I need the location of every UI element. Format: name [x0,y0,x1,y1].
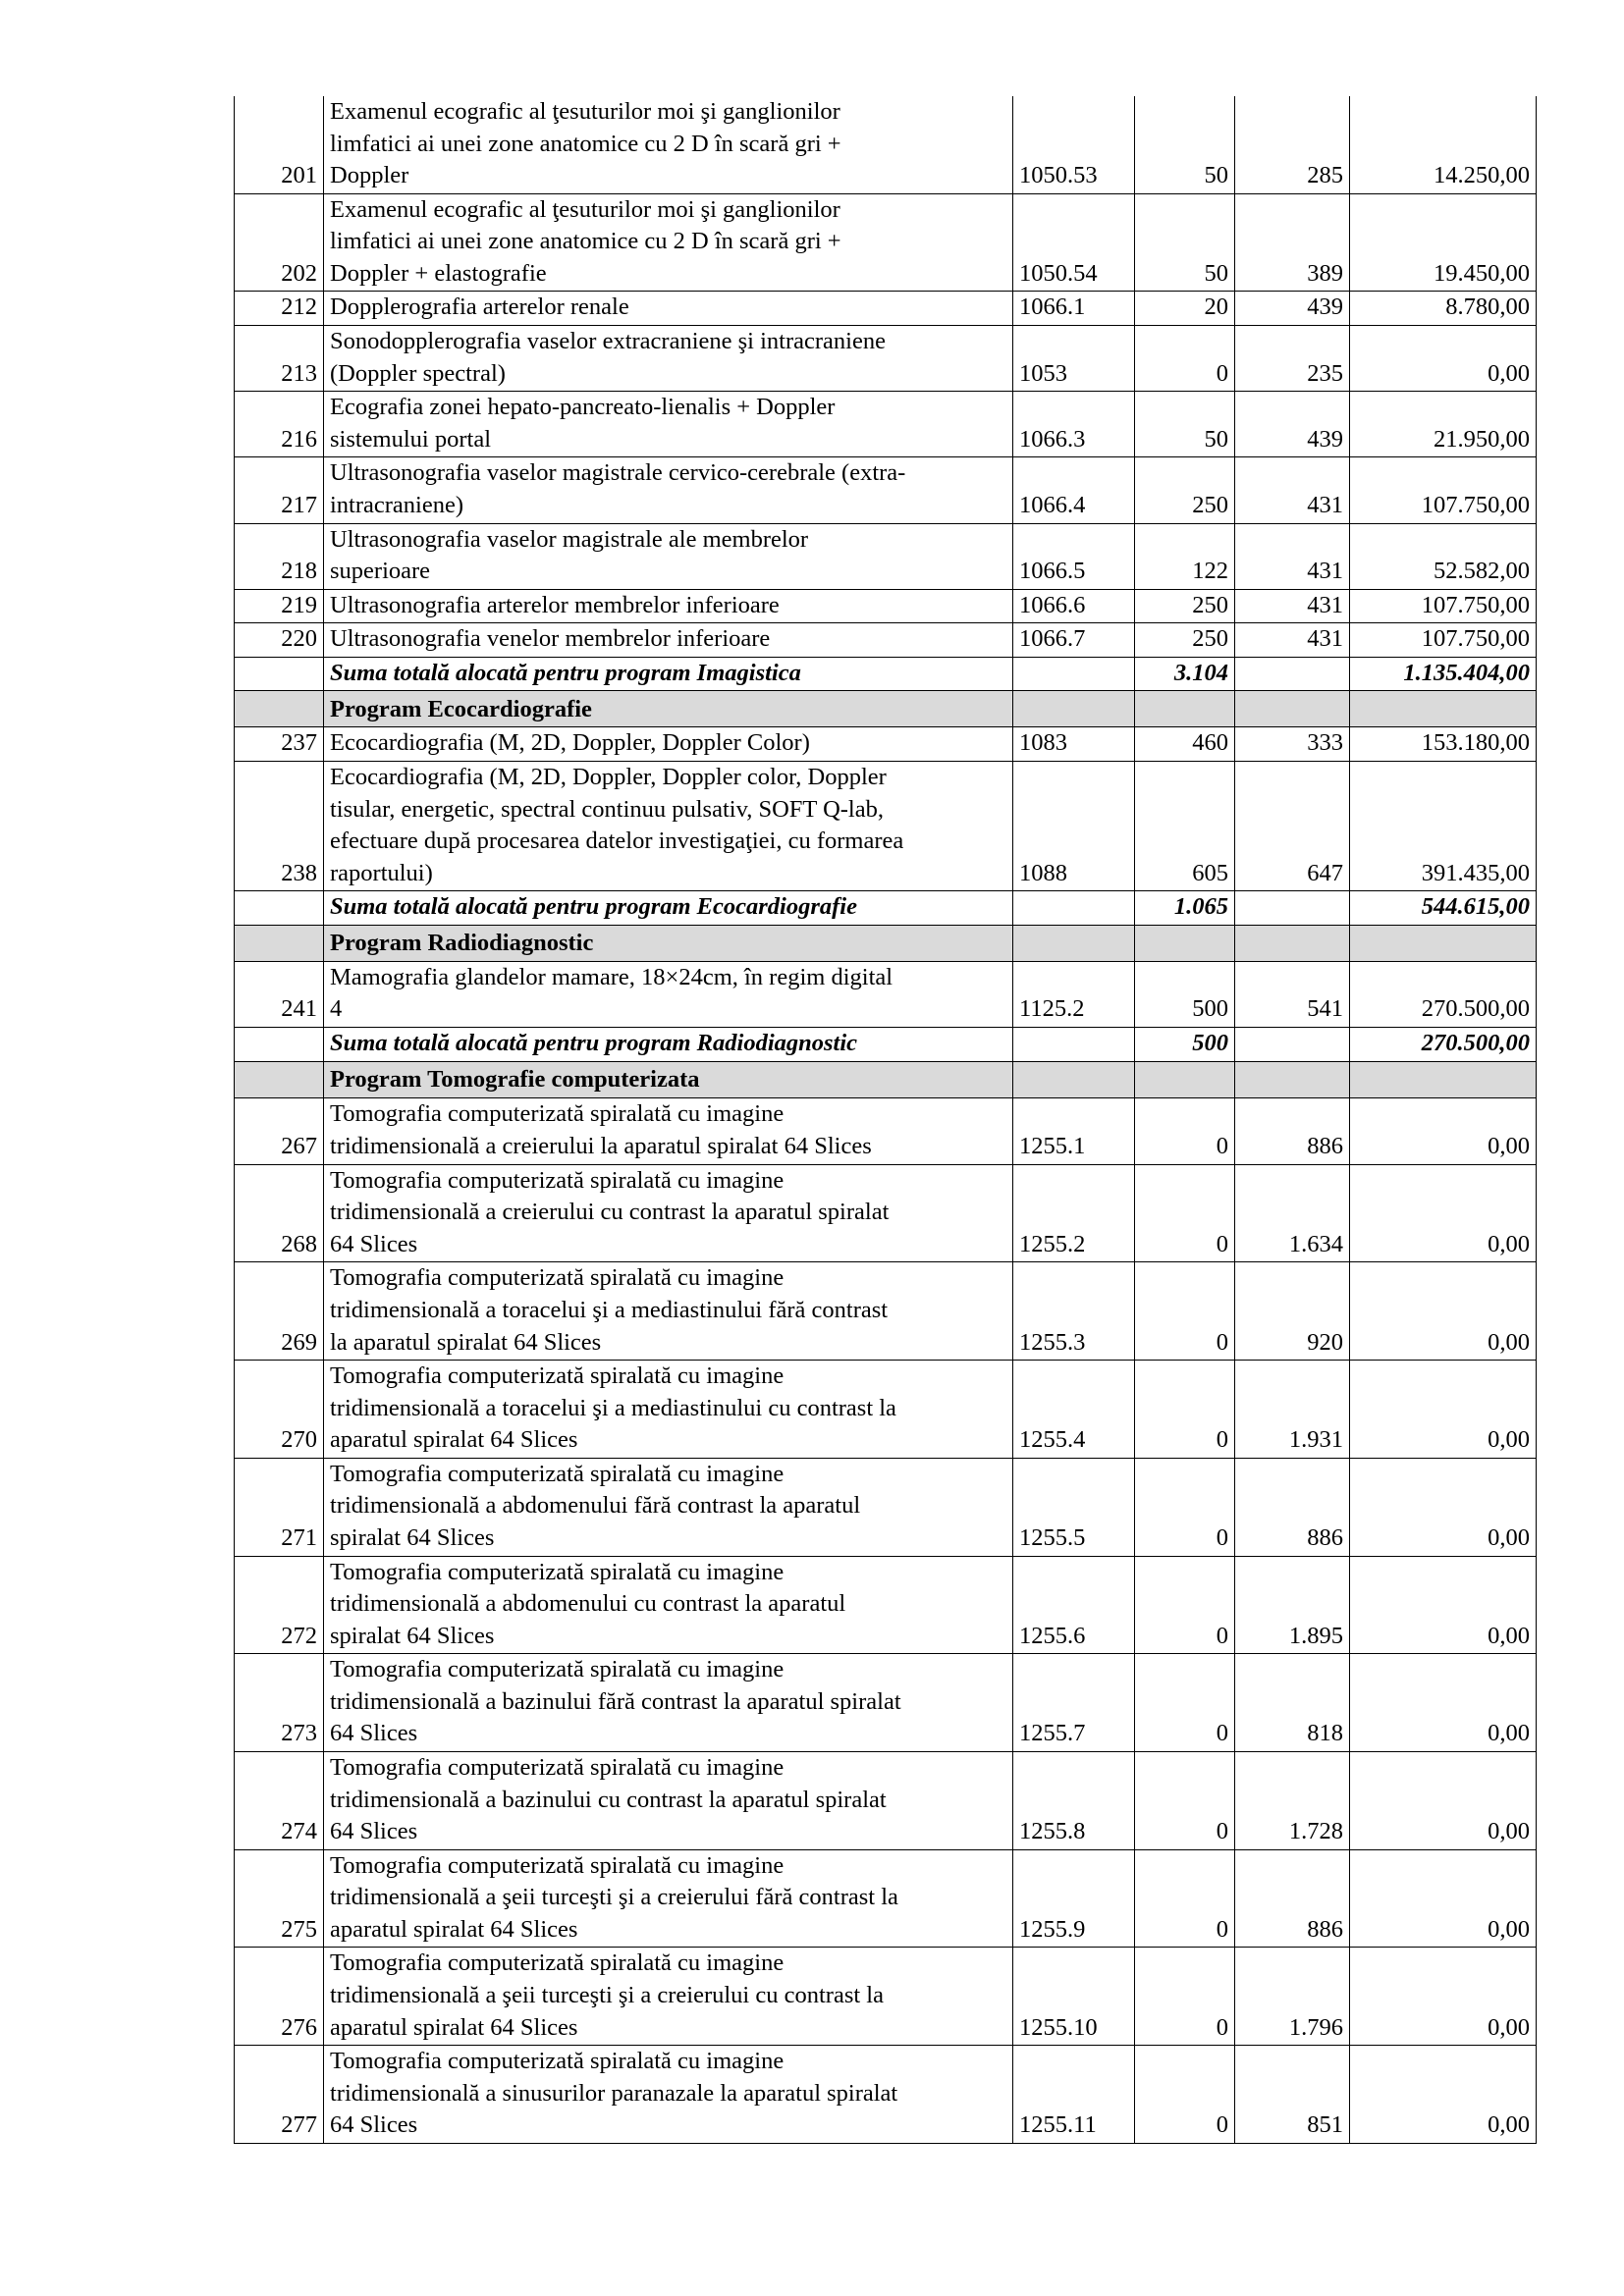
table-row [235,1164,1537,1262]
sum: 153.180,00 [1350,727,1537,762]
sum: 0,00 [1350,2046,1537,2144]
unit-price: 431 [1235,623,1350,658]
description-line: 4 [330,995,343,1023]
table-row [235,326,1537,392]
empty-cell [1135,925,1235,961]
empty-cell [1235,891,1350,926]
sum: 0,00 [1350,1458,1537,1556]
empty-cell [1350,925,1537,961]
service-code: 1083 [1013,727,1135,762]
quantity: 500 [1135,961,1235,1027]
service-description [324,961,1013,1027]
description-line: Ecocardiografia (M, 2D, Doppler, Doppler Color) [330,729,810,757]
service-code: 1255.11 [1013,2046,1135,2144]
total-label: Suma totală alocată pentru program Radiodiagnostic [324,1028,1013,1062]
row-number: 238 [235,761,324,890]
empty-cell [1013,891,1135,926]
row-number: 271 [235,1458,324,1556]
unit-price: 439 [1235,292,1350,326]
row-number: 268 [235,1164,324,1262]
service-description [324,589,1013,623]
service-code: 1088 [1013,761,1135,890]
quantity: 0 [1135,1262,1235,1361]
sum: 0,00 [1350,1556,1537,1654]
quantity: 0 [1135,1458,1235,1556]
sum: 107.750,00 [1350,623,1537,658]
quantity: 250 [1135,457,1235,523]
row-number: 276 [235,1948,324,2046]
program-allocation-table [234,96,1537,2144]
empty-cell [1235,657,1350,691]
service-code: 1066.1 [1013,292,1135,326]
empty-cell [235,657,324,691]
description-line: aparatul spiralat 64 Slices [330,2013,578,2041]
table-row [235,193,1537,292]
description-line: Doppler [330,162,409,189]
row-number: 269 [235,1262,324,1361]
row-number: 270 [235,1361,324,1459]
table-row [235,623,1537,658]
table-row [235,1458,1537,1556]
empty-cell [1013,1028,1135,1062]
service-code: 1053 [1013,326,1135,392]
unit-price: 886 [1235,1849,1350,1948]
unit-price: 541 [1235,961,1350,1027]
table-row [235,523,1537,589]
service-description [324,96,1013,193]
description-line: 64 Slices [330,1230,418,1257]
description-line: 64 Slices [330,1720,418,1747]
service-description [324,1458,1013,1556]
description-line: limfatici ai unei zone anatomice cu 2 D în scară gri + [330,228,841,255]
description-line: limfatici ai unei zone anatomice cu 2 D în scară gri + [330,130,841,157]
quantity: 0 [1135,2046,1235,2144]
description-line: Tomografia computerizată spiralată cu imagine [330,1754,785,1782]
unit-price: 818 [1235,1654,1350,1752]
service-description [324,727,1013,762]
row-number: 216 [235,392,324,457]
service-code: 1255.8 [1013,1752,1135,1850]
description-line: 64 Slices [330,1818,418,1845]
empty-cell [1013,691,1135,727]
description-line: Ultrasonografia arterelor membrelor inferioare [330,591,780,618]
service-description [324,292,1013,326]
sum: 19.450,00 [1350,193,1537,292]
sum: 0,00 [1350,1948,1537,2046]
service-description [324,623,1013,658]
unit-price: 886 [1235,1097,1350,1164]
unit-price: 647 [1235,761,1350,890]
empty-cell [1350,1061,1537,1097]
service-description [324,193,1013,292]
description-line: superioare [330,558,431,585]
description-line: (Doppler spectral) [330,359,506,387]
empty-cell [1013,657,1135,691]
service-description [324,1556,1013,1654]
description-line: efectuare după procesarea datelor investigaţiei, cu formarea [330,828,904,855]
sum: 0,00 [1350,1654,1537,1752]
description-line: Ultrasonografia vaselor magistrale cervico-cerebrale (extra- [330,459,906,487]
quantity: 50 [1135,392,1235,457]
description-line: Ultrasonografia venelor membrelor inferioare [330,625,771,653]
service-code: 1066.7 [1013,623,1135,658]
quantity: 0 [1135,1097,1235,1164]
quantity: 460 [1135,727,1235,762]
empty-cell [1235,691,1350,727]
quantity: 0 [1135,1948,1235,2046]
section-title: Program Radiodiagnostic [324,925,1013,961]
row-number: 274 [235,1752,324,1850]
unit-price: 1.634 [1235,1164,1350,1262]
description-line: Tomografia computerizată spiralată cu imagine [330,1949,785,1977]
table-row [235,1849,1537,1948]
section-title: Program Tomografie computerizata [324,1061,1013,1097]
sum: 0,00 [1350,1849,1537,1948]
empty-cell [235,1028,324,1062]
quantity: 0 [1135,1164,1235,1262]
empty-cell [235,1061,324,1097]
empty-cell [1013,925,1135,961]
sum: 52.582,00 [1350,523,1537,589]
description-line: spiralat 64 Slices [330,1523,495,1551]
unit-price: 851 [1235,2046,1350,2144]
table-row [235,96,1537,193]
description-line: aparatul spiralat 64 Slices [330,1426,578,1454]
sum: 0,00 [1350,1361,1537,1459]
description-line: Tomografia computerizată spiralată cu imagine [330,1851,785,1879]
table-body [235,96,1537,2143]
service-description [324,326,1013,392]
empty-cell [235,691,324,727]
total-label: Suma totală alocată pentru program Ecocardiografie [324,891,1013,926]
table-row [235,1752,1537,1850]
unit-price: 1.895 [1235,1556,1350,1654]
quantity: 50 [1135,96,1235,193]
service-code: 1255.5 [1013,1458,1135,1556]
description-line: Ultrasonografia vaselor magistrale ale membrelor [330,525,809,553]
sum: 107.750,00 [1350,457,1537,523]
service-description [324,761,1013,890]
quantity: 0 [1135,1361,1235,1459]
sum: 0,00 [1350,1164,1537,1262]
service-description [324,523,1013,589]
description-line: tridimensională a toracelui şi a mediastinului fără contrast [330,1296,889,1323]
section-header-row [235,691,1537,727]
row-number: 202 [235,193,324,292]
empty-cell [1013,1061,1135,1097]
table-row [235,589,1537,623]
unit-price: 1.728 [1235,1752,1350,1850]
description-line: tridimensională a bazinului cu contrast la aparatul spiralat [330,1786,887,1813]
service-code: 1255.9 [1013,1849,1135,1948]
sum: 0,00 [1350,1097,1537,1164]
total-row [235,1028,1537,1062]
service-description [324,1948,1013,2046]
sum: 270.500,00 [1350,961,1537,1027]
section-title: Program Ecocardiografie [324,691,1013,727]
unit-price: 389 [1235,193,1350,292]
service-code: 1255.7 [1013,1654,1135,1752]
table-row [235,1948,1537,2046]
unit-price: 285 [1235,96,1350,193]
row-number: 201 [235,96,324,193]
quantity: 250 [1135,589,1235,623]
service-description [324,1164,1013,1262]
description-line: Tomografia computerizată spiralată cu imagine [330,1166,785,1194]
description-line: 64 Slices [330,2111,418,2139]
service-code: 1066.6 [1013,589,1135,623]
description-line: tridimensională a abdomenului cu contrast la aparatul [330,1590,846,1618]
quantity: 0 [1135,326,1235,392]
service-code: 1255.6 [1013,1556,1135,1654]
quantity: 0 [1135,1654,1235,1752]
unit-price: 1.796 [1235,1948,1350,2046]
table-row [235,1262,1537,1361]
sum: 21.950,00 [1350,392,1537,457]
service-code: 1050.53 [1013,96,1135,193]
empty-cell [235,925,324,961]
row-number: 212 [235,292,324,326]
service-description [324,2046,1013,2144]
quantity: 122 [1135,523,1235,589]
row-number: 275 [235,1849,324,1948]
description-line: la aparatul spiralat 64 Slices [330,1328,602,1356]
description-line: tridimensională a toracelui şi a mediastinului cu contrast la [330,1394,896,1421]
description-line: Mamografia glandelor mamare, 18×24cm, în regim digital [330,963,893,990]
description-line: Tomografia computerizată spiralată cu imagine [330,1264,785,1292]
description-line: raportului) [330,859,433,886]
unit-price: 333 [1235,727,1350,762]
description-line: tridimensională a şeii turceşti şi a creierului cu contrast la [330,1982,884,2009]
service-description [324,1262,1013,1361]
service-description [324,457,1013,523]
service-code: 1066.3 [1013,392,1135,457]
sum: 0,00 [1350,1752,1537,1850]
empty-cell [1235,925,1350,961]
table-row [235,727,1537,762]
quantity: 0 [1135,1752,1235,1850]
unit-price: 235 [1235,326,1350,392]
unit-price: 1.931 [1235,1361,1350,1459]
description-line: tridimensională a şeii turceşti şi a creierului fără contrast la [330,1884,898,1911]
description-line: Tomografia computerizată spiralată cu imagine [330,1558,785,1585]
sum: 8.780,00 [1350,292,1537,326]
description-line: tisular, energetic, spectral continuu pulsativ, SOFT Q-lab, [330,795,884,823]
quantity: 20 [1135,292,1235,326]
table-row [235,1654,1537,1752]
description-line: Tomografia computerizată spiralată cu imagine [330,1460,785,1487]
description-line: Tomografia computerizată spiralată cu imagine [330,1656,785,1683]
description-line: tridimensională a bazinului fără contrast la aparatul spiralat [330,1687,901,1715]
service-description [324,1097,1013,1164]
table-row [235,1097,1537,1164]
total-sum: 270.500,00 [1350,1028,1537,1062]
row-number: 267 [235,1097,324,1164]
total-quantity: 500 [1135,1028,1235,1062]
description-line: intracraniene) [330,491,464,518]
total-row [235,891,1537,926]
section-header-row [235,925,1537,961]
total-row [235,657,1537,691]
quantity: 0 [1135,1556,1235,1654]
service-code: 1066.4 [1013,457,1135,523]
description-line: sistemului portal [330,425,491,453]
row-number: 272 [235,1556,324,1654]
description-line: tridimensională a creierului la aparatul spiralat 64 Slices [330,1133,872,1160]
quantity: 250 [1135,623,1235,658]
unit-price: 431 [1235,457,1350,523]
sum: 0,00 [1350,326,1537,392]
service-code: 1255.3 [1013,1262,1135,1361]
table-row [235,1556,1537,1654]
service-code: 1255.2 [1013,1164,1135,1262]
service-description [324,1361,1013,1459]
empty-cell [1235,1061,1350,1097]
row-number: 213 [235,326,324,392]
row-number: 217 [235,457,324,523]
description-line: Tomografia computerizată spiralată cu imagine [330,2048,785,2075]
description-line: Examenul ecografic al ţesuturilor moi şi ganglionilor [330,98,840,125]
service-code: 1255.10 [1013,1948,1135,2046]
section-header-row [235,1061,1537,1097]
description-line: Ecocardiografia (M, 2D, Doppler, Doppler color, Doppler [330,763,887,790]
total-sum: 1.135.404,00 [1350,657,1537,691]
description-line: Examenul ecografic al ţesuturilor moi şi ganglionilor [330,195,840,223]
row-number: 237 [235,727,324,762]
sum: 107.750,00 [1350,589,1537,623]
empty-cell [1135,691,1235,727]
description-line: Dopplerografia arterelor renale [330,294,629,321]
table-row [235,761,1537,890]
sum: 14.250,00 [1350,96,1537,193]
service-description [324,392,1013,457]
description-line: aparatul spiralat 64 Slices [330,1915,578,1943]
description-line: Sonodopplerografia vaselor extracraniene şi intracraniene [330,328,886,355]
total-quantity: 1.065 [1135,891,1235,926]
quantity: 605 [1135,761,1235,890]
description-line: Tomografia computerizată spiralată cu imagine [330,1362,785,1390]
description-line: Ecografia zonei hepato-pancreato-lienalis + Doppler [330,394,836,421]
row-number: 220 [235,623,324,658]
unit-price: 439 [1235,392,1350,457]
total-sum: 544.615,00 [1350,891,1537,926]
row-number: 241 [235,961,324,1027]
table-row [235,961,1537,1027]
service-description [324,1654,1013,1752]
service-code: 1125.2 [1013,961,1135,1027]
unit-price: 886 [1235,1458,1350,1556]
quantity: 0 [1135,1849,1235,1948]
total-label: Suma totală alocată pentru program Imagistica [324,657,1013,691]
description-line: Doppler + elastografie [330,259,547,287]
row-number: 277 [235,2046,324,2144]
sum: 391.435,00 [1350,761,1537,890]
description-line: tridimensională a sinusurilor paranazale la aparatul spiralat [330,2079,898,2107]
row-number: 273 [235,1654,324,1752]
service-code: 1255.1 [1013,1097,1135,1164]
service-description [324,1752,1013,1850]
empty-cell [1135,1061,1235,1097]
service-code: 1050.54 [1013,193,1135,292]
table-row [235,2046,1537,2144]
service-description [324,1849,1013,1948]
unit-price: 431 [1235,589,1350,623]
unit-price: 920 [1235,1262,1350,1361]
table-row [235,392,1537,457]
table-row [235,1361,1537,1459]
quantity: 50 [1135,193,1235,292]
description-line: Tomografia computerizată spiralată cu imagine [330,1100,785,1128]
service-code: 1066.5 [1013,523,1135,589]
row-number: 218 [235,523,324,589]
row-number: 219 [235,589,324,623]
sum: 0,00 [1350,1262,1537,1361]
description-line: tridimensională a abdomenului fără contrast la aparatul [330,1492,861,1520]
table-row [235,457,1537,523]
empty-cell [235,891,324,926]
total-quantity: 3.104 [1135,657,1235,691]
empty-cell [1235,1028,1350,1062]
unit-price: 431 [1235,523,1350,589]
description-line: tridimensională a creierului cu contrast la aparatul spiralat [330,1199,890,1226]
empty-cell [1350,691,1537,727]
table-row [235,292,1537,326]
service-code: 1255.4 [1013,1361,1135,1459]
description-line: spiralat 64 Slices [330,1622,495,1649]
